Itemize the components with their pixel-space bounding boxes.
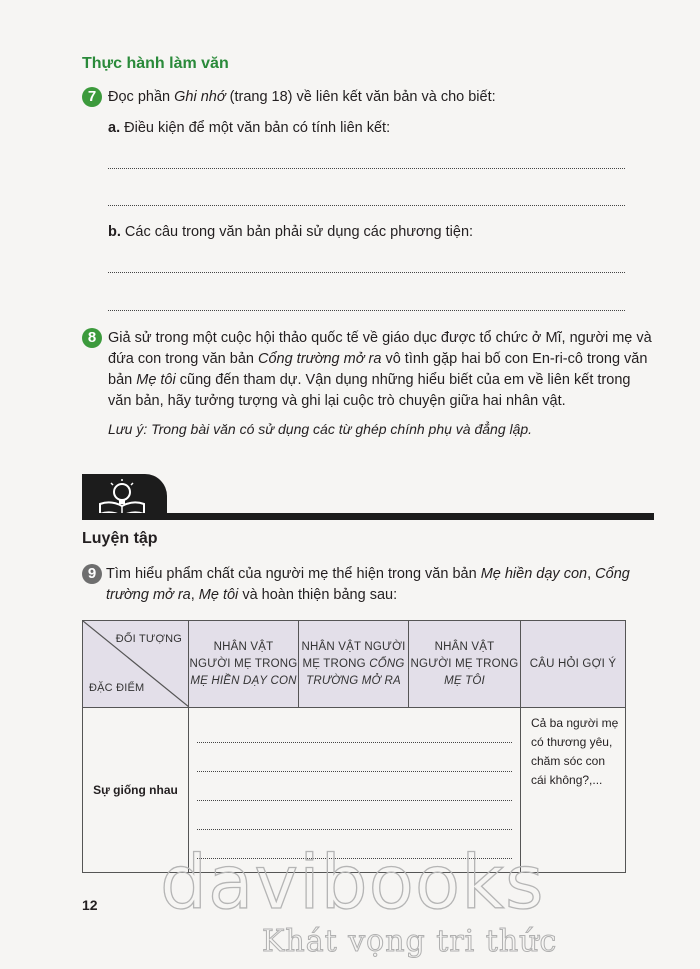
answer-line[interactable] <box>108 168 625 169</box>
corner-top-label: ĐỐI TƯỢNG <box>115 633 182 645</box>
table-header-row <box>83 621 626 708</box>
question-8-badge: 8 <box>82 328 102 348</box>
question-8-text: Giả sử trong một cuộc hội thảo quốc tế về giáo dục được tổ chức ở Mĩ, người mẹ và đứa con trong văn bản Cổng trường mở ra vô tình gặp hai bố con En-ri-cô trong văn bản Mẹ tôi cũng đến tham dự. Vận dụng những hiểu biết của em về liên kết trong văn bản, hãy tưởng tượng và ghi lại cuộc trò chuyện giữa hai nhân vật. <box>108 330 652 409</box>
corner-bottom-label: ĐẶC ĐIỂM <box>89 682 145 694</box>
question-7-badge: 7 <box>82 87 102 107</box>
answer-line[interactable] <box>108 205 625 206</box>
question-7-text: Đọc phần Ghi nhớ (trang 18) về liên kết văn bản và cho biết: <box>108 89 496 105</box>
question-9-text: Tìm hiểu phẩm chất của người mẹ thể hiện trong văn bản Mẹ hiền dạy con, Cổng trường mở ra, Mẹ tôi và hoàn thiện bảng sau: <box>106 566 630 603</box>
table-header-cell: NHÂN VẬT NGƯỜI MẸ TRONG MẸ HIỀN DẠY CON <box>189 621 299 708</box>
table-corner-cell <box>83 621 189 708</box>
answer-line[interactable] <box>197 800 512 801</box>
watermark-brand: davibooks <box>160 840 545 926</box>
table-header-cell: NHÂN VẬT NGƯỜI MẸ TRONG MẸ TÔI <box>409 621 521 708</box>
answer-line[interactable] <box>108 310 625 311</box>
table-header-cell: CÂU HỎI GỢI Ý <box>521 621 626 708</box>
answer-line[interactable] <box>197 829 512 830</box>
table-header-cell: NHÂN VẬT NGƯỜI MẸ TRONG CỔNG TRƯỜNG MỞ RA <box>299 621 409 708</box>
answer-line[interactable] <box>197 771 512 772</box>
answer-line[interactable] <box>197 742 512 743</box>
question-8-note: Lưu ý: Trong bài văn có sử dụng các từ ghép chính phụ và đẳng lập. <box>108 421 533 437</box>
practice-banner-bar <box>82 513 654 520</box>
hint-text: Cả ba người mẹ có thương yêu, chăm sóc con cái không?,... <box>531 716 619 787</box>
section-title-practice: Luyện tập <box>82 530 158 547</box>
question-9-badge: 9 <box>82 564 102 584</box>
row-label-cell: Sự giống nhau <box>83 708 189 873</box>
question-7b-text: b. Các câu trong văn bản phải sử dụng các phương tiện: <box>108 224 474 240</box>
watermark-slogan: Khát vọng tri thức <box>262 924 558 959</box>
question-7a-text: a. Điều kiện để một văn bản có tính liên kết: <box>108 120 391 136</box>
page-number: 12 <box>82 897 98 913</box>
section-title-practice-writing: Thực hành làm văn <box>82 55 229 72</box>
mother-qualities-table <box>82 620 626 873</box>
lightbulb-book-icon <box>94 478 164 518</box>
answer-line[interactable] <box>108 272 625 273</box>
